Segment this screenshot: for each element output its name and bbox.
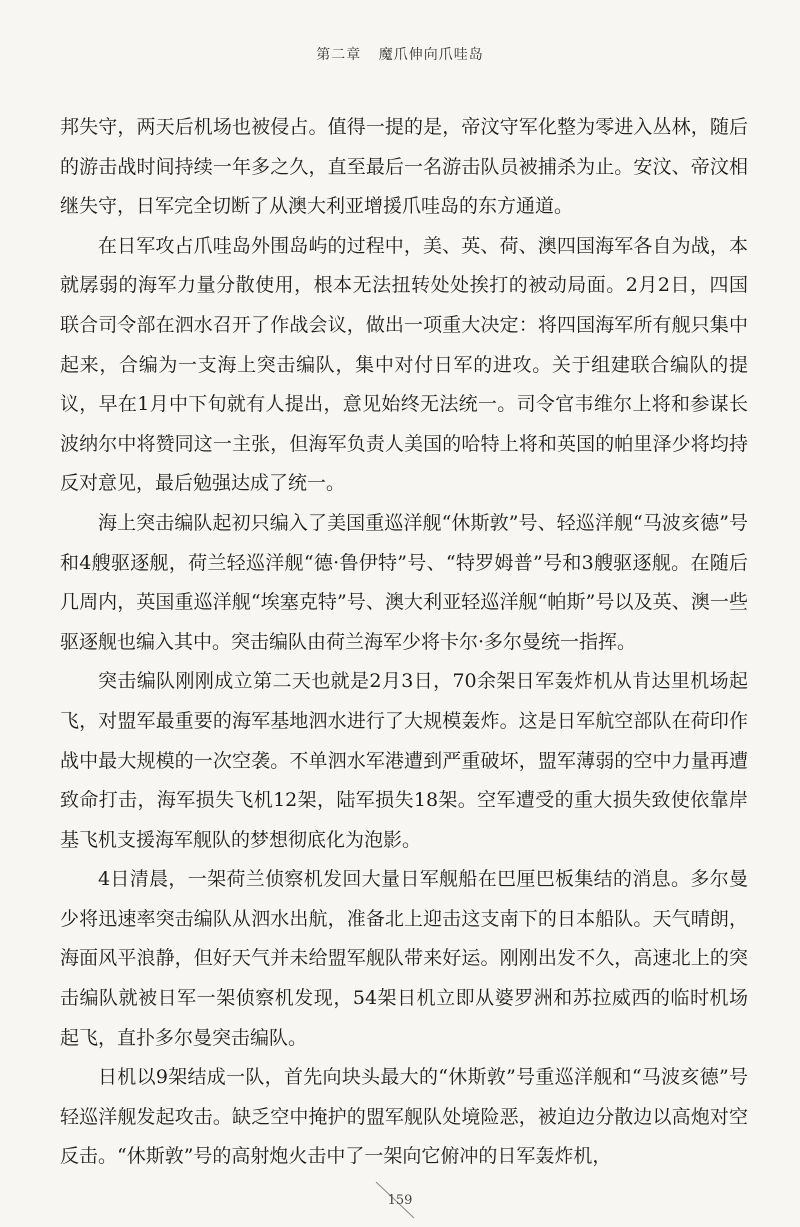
paragraph: 4日清晨，一架荷兰侦察机发回大量日军舰船在巴厘巴板集结的消息。多尔曼少将迅速率突击编队从泗水出航，准备北上迎击这支南下的日本船队。天气晴朗，海面风平浪静，但好天气并未给盟军舰队带来好运。刚刚出发不久，高速北上的突击编队就被日军一架侦察机发现，54架日机立即从婆罗洲和苏拉威西的临时机场起飞，直扑多尔曼突击编队。 (60, 868, 748, 1049)
chapter-title: 魔爪伸向爪哇岛 (378, 47, 484, 63)
body-text (60, 108, 748, 1177)
page-number: 159 (387, 1193, 413, 1208)
paragraph: 在日军攻占爪哇岛外围岛屿的过程中，美、英、荷、澳四国海军各自为战，本就孱弱的海军力量分散使用，根本无法扭转处处挨打的被动局面。2月2日，四国联合司令部在泗水召开了作战会议，做出一项重大决定：将四国海军所有舰只集中起来，合编为一支海上突击编队，集中对付日军的进攻。关于组建联合编队的提议，早在1月中下旬就有人提出，意见始终无法统一。司令官韦维尔上将和参谋长波纳尔中将赞同这一主张，但海军负责人美国的哈特上将和英国的帕里泽少将均持反对意见，最后勉强达成了统一。 (60, 234, 748, 495)
paragraph: 海上突击编队起初只编入了美国重巡洋舰“休斯敦”号、轻巡洋舰“马波亥德”号和4艘驱逐舰，荷兰轻巡洋舰“德·鲁伊特”号、“特罗姆普”号和3艘驱逐舰。在随后几周内，英国重巡洋舰“埃塞克特”号、澳大利亚轻巡洋舰“帕斯”号以及英、澳一些驱逐舰也编入其中。突击编队由荷兰海军少将卡尔·多尔曼统一指挥。 (60, 511, 748, 653)
paragraph-continued: 邦失守，两天后机场也被侵占。值得一提的是，帝汶守军化整为零进入丛林，随后的游击战时间持续一年多之久，直至最后一名游击队员被捕杀为止。安汶、帝汶相继失守，日军完全切断了从澳大利亚增援爪哇岛的东方通道。 (60, 116, 748, 218)
paragraph: 日机以9架结成一队，首先向块头最大的“休斯敦”号重巡洋舰和“马波亥德”号轻巡洋舰发起攻击。缺乏空中掩护的盟军舰队处境险恶，被迫边分散边以高炮对空反击。“休斯敦”号的高射炮火击中了一架向它俯冲的日军轰炸机， (60, 1066, 748, 1168)
paragraph: 突击编队刚刚成立第二天也就是2月3日，70余架日军轰炸机从肯达里机场起飞，对盟军最重要的海军基地泗水进行了大规模轰炸。这是日军航空部队在荷印作战中最大规模的一次空袭。不单泗水军港遭到严重破坏，盟军薄弱的空中力量再遭致命打击，海军损失飞机12架，陆军损失18架。空军遭受的重大损失致使依靠岸基飞机支援海军舰队的梦想彻底化为泡影。 (60, 670, 748, 851)
chapter-number: 第二章 (316, 47, 362, 63)
running-header (0, 44, 800, 64)
